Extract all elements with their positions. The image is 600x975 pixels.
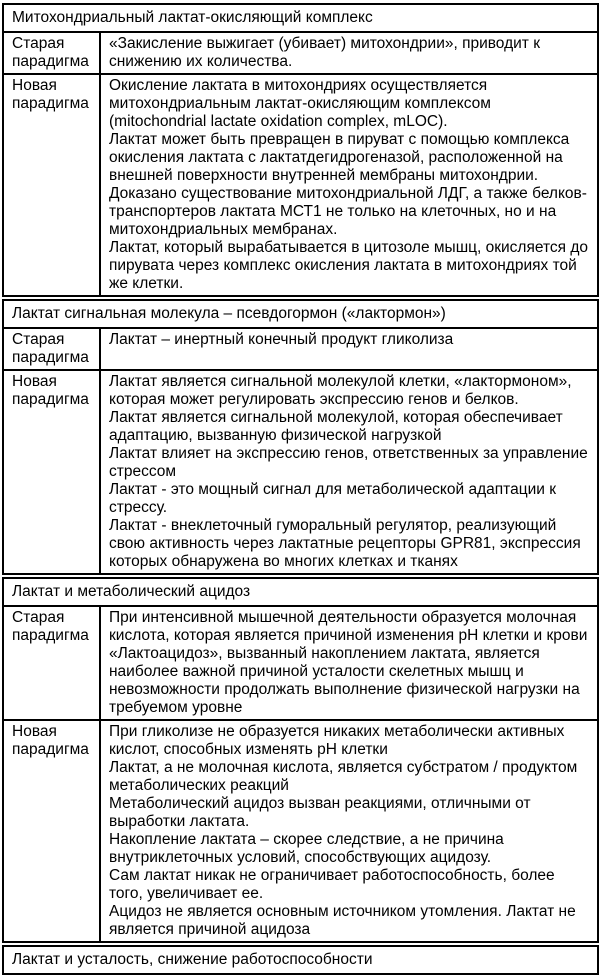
paragraph: Лактат является сигнальной молекулой, которая обеспечивает адаптацию, вызванную физической нагрузкой <box>109 409 563 444</box>
section-title: Лактат и усталость, снижение работоспособности <box>3 946 598 974</box>
paradigm-label-new: Новая парадигма <box>3 74 100 296</box>
paragraph: Сам лактат никак не ограничивает работоспособность, более того, увеличивает ее. <box>109 867 555 902</box>
paragraph: Лактат, а не молочная кислота, является субстратом / продуктом метаболических реакций <box>109 759 578 794</box>
table-row <box>3 74 598 296</box>
section-header-row <box>3 4 598 32</box>
paradigm-content-old <box>100 606 598 720</box>
paradigm-content-new <box>100 74 598 296</box>
paragraph: Лактат влияет на экспрессию генов, ответственных за управление стрессом <box>109 445 588 480</box>
section-title: Лактат сигнальная молекула – псевдогормон («лактормон») <box>3 300 598 328</box>
paragraph: Лактат является сигнальной молекулой клетки, «лактормоном», которая может регулировать экспрессию генов и белков. <box>109 373 572 408</box>
paragraph: Лактат может быть превращен в пируват с помощью комплекса окисления лактата с лактатдегидрогеназой, расположенной на внешней поверхности внутренней мембраны митохондрии. <box>109 131 570 184</box>
paragraph: «Лактоацидоз», вызванный накоплением лактата, является наиболее важной причиной усталости скелетных мышц и невозможности продолжать выполнение физической нагрузки на требуемом уровне <box>109 645 580 716</box>
table-row <box>3 328 598 370</box>
paradigm-label-new: Новая парадигма <box>3 720 100 942</box>
section-header-row <box>3 946 598 974</box>
paradigm-label-old: Старая парадигма <box>3 606 100 720</box>
paradigm-label-new: Новая парадигма <box>3 370 100 574</box>
section-title: Лактат и метаболический ацидоз <box>3 578 598 606</box>
table-row <box>3 606 598 720</box>
paradigm-content-new <box>100 720 598 942</box>
section-table-fatigue <box>2 945 599 975</box>
paragraph: Лактат - это мощный сигнал для метаболической адаптации к стрессу. <box>109 481 556 516</box>
paradigm-content-new <box>100 370 598 574</box>
section-table-mloc <box>2 3 599 297</box>
section-title: Митохондриальный лактат-окисляющий комплекс <box>3 4 598 32</box>
paradigm-label-old: Старая парадигма <box>3 32 100 74</box>
paragraph: Лактат, который вырабатывается в цитозоле мышц, окисляется до пирувата через комплекс окисления лактата в митохондриях той же клетки. <box>109 239 589 292</box>
paradigm-content-old <box>100 32 598 74</box>
section-header-row <box>3 578 598 606</box>
paragraph: При гликолизе не образуется никаких метаболически активных кислот, способных изменять рН клетки <box>109 723 565 758</box>
paragraph: Лактат – инертный конечный продукт гликолиза <box>109 331 454 348</box>
paragraph: Накопление лактата – скорее следствие, а не причина внутриклеточных условий, способствующих ацидозу. <box>109 831 504 866</box>
paragraph: «Закисление выжигает (убивает) митохондрии», приводит к снижению их количества. <box>109 35 540 70</box>
section-header-row <box>3 300 598 328</box>
table-row <box>3 720 598 942</box>
section-table-signal <box>2 299 599 575</box>
table-row <box>3 32 598 74</box>
paragraph: Метаболический ацидоз вызван реакциями, отличными от выработки лактата. <box>109 795 531 830</box>
section-table-acidosis <box>2 577 599 943</box>
paragraph: Доказано существование митохондриальной ЛДГ, а также белков-транспортеров лактата МСТ1 не только на клеточных, но и на митохондриальных мембранах. <box>109 185 587 238</box>
table-row <box>3 370 598 574</box>
paragraph: При интенсивной мышечной деятельности образуется молочная кислота, которая является причиной изменения рН клетки и крови <box>109 609 588 644</box>
paradigm-content-old <box>100 328 598 370</box>
paragraph: Окисление лактата в митохондриях осуществляется митохондриальным лактат-окисляющим комплексом (mitochondrial lactate oxidation complex, mLOC). <box>109 77 491 130</box>
paragraph: Лактат - внеклеточный гуморальный регулятор, реализующий свою активность через лактатные рецепторы GPR81, экспрессия которых обнаружена во многих клетках и тканях <box>109 517 581 570</box>
paradigm-label-old: Старая парадигма <box>3 328 100 370</box>
paragraph: Ацидоз не является основным источником утомления. Лактат не является причиной ацидоза <box>109 903 576 938</box>
